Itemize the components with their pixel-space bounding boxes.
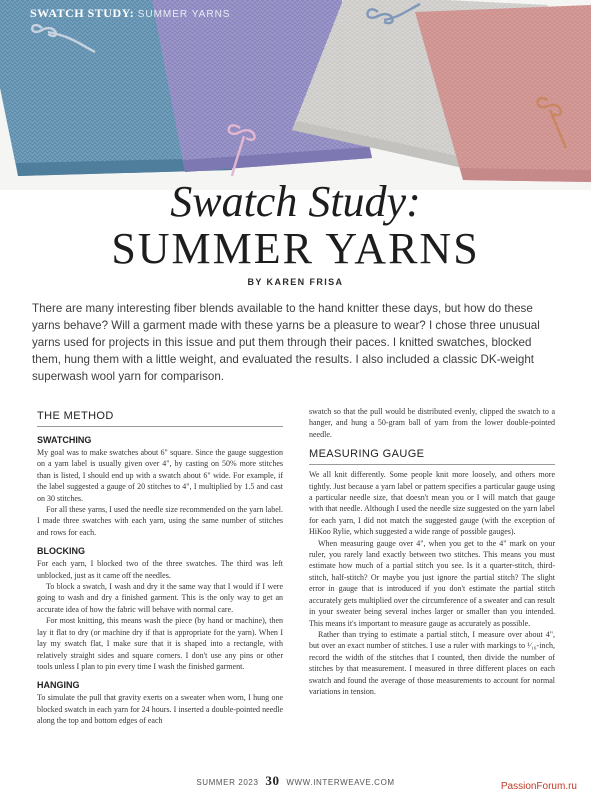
byline: BY KAREN FRISA — [247, 277, 344, 287]
swatch-photo-illustration — [0, 0, 591, 190]
right-column — [309, 406, 555, 697]
blocking-paragraph-3: For most knitting, this means wash the piece (by hand or machine), then lay it flat to dry (or machine dry if that is appropriate for the yarn). When I lay my swatch flat, I make sure that it is shaped into a rectangle, with relatively straight sides and square corners. I don't use any pins or other tools unless I plan to pin every time I wash the finished garment. — [37, 616, 283, 671]
swatching-paragraph-2: For all these yarns, I used the needle size recommended on the yarn label. I made three swatches with each yarn, using the same number of stitches and rows for each. — [37, 505, 283, 537]
gauge-paragraph-1: We all knit differently. Some people knit more loosely, and others more tightly. Just because a yarn label or pattern specifies a particular gauge using a particular needle size, that doesn't mean you or I will match that gauge with that needle. Although I used the needle size suggested on the yarn label for each yarn, I did not match the suggested gauge (with the exception of HiKoo Rylie, which suggested a wide range of possible gauges). — [309, 470, 555, 537]
footer-issue: SUMMER 2023 — [196, 778, 259, 787]
gauge-paragraph-2: When measuring gauge over 4", when you get to the 4" mark on your ruler, you rarely land exactly between two stitches. This means you must estimate how much of a partial stitch you see. Is it a quarter-stitch, third-stitch, half-stitch? Or maybe you just ignore the partial stitch? The slight error in gauge that is introduced if you don't estimate the partial stitch accurately gets multiplied over the circumference of a sweater and can result in your sweater being several inches larger or smaller than you intended. This means it's important to measure gauge as accurately as possible. — [309, 538, 555, 628]
swatching-paragraph-1: My goal was to make swatches about 6" square. Since the gauge suggestion on a yarn label is usually given over 4", by casting on 50% more stitches than is listed, I should end up with a swatch about 6" wide. For example, if the label suggested a gauge of 20 stitches to 4", I multiplied by 1.5 and cast on 30 stitches. — [37, 448, 283, 503]
hanging-paragraph-continued: swatch so that the pull would be distributed evenly, clipped the swatch to a hanger, and hung a 50-gram ball of yarn from the lower double-pointed needle. — [309, 407, 555, 439]
hero-photo — [0, 0, 591, 190]
series-header-light: SUMMER YARNS — [137, 9, 231, 20]
blocking-paragraph-2: To block a swatch, I wash and dry it the same way that I would if I were going to wash and dry a finished garment. This is the only way to get an accurate idea of how the fabric will behave with normal care. — [37, 582, 283, 614]
left-column — [37, 406, 283, 727]
series-header — [30, 6, 230, 21]
method-heading: THE METHOD — [37, 410, 283, 427]
page-number: 30 — [265, 773, 280, 788]
gauge-paragraph-3: Rather than trying to estimate a partial stitch, I measure over about 4", but over an exact number of stitches. I use a ruler with markings to ¹⁄₁₆-inch, record the width of the stitches that I counted, then divide the number of stitches by that measurement. I measured in three different places on each swatch and found the average of those measurements to account for normal variations in tension. — [309, 629, 555, 696]
watermark: PassionForum.ru — [500, 781, 577, 792]
intro-paragraph: There are many interesting fiber blends available to the hand knitter these days, but how do these yarns behave? Will a garment made with these yarns be a pleasure to wear? I chose three unusual yarns used for projects in this issue and put them through their paces. I knitted swatches, blocked them, hung them with a little weight, and evaluated the results. I also included a classic DK-weight superwash wool yarn for comparison. — [32, 302, 540, 383]
title-line-2: SUMMER YARNS — [111, 224, 480, 273]
hanging-paragraph-1: To simulate the pull that gravity exerts on a sweater when worn, I hung one blocked swatch in each yarn for 24 hours. I inserted a double-pointed needle along the top and bottom edges of each — [37, 693, 283, 726]
footer-site: WWW.INTERWEAVE.COM — [286, 778, 395, 787]
hanging-heading: HANGING — [37, 680, 80, 691]
title-line-1: Swatch Study: — [170, 177, 421, 226]
blocking-heading: BLOCKING — [37, 546, 85, 557]
measuring-gauge-heading: MEASURING GAUGE — [309, 448, 555, 465]
swatching-heading: SWATCHING — [37, 435, 92, 445]
blocking-paragraph-1: For each yarn, I blocked two of the three swatches. The third was left unblocked, just as it came off the needles. — [37, 559, 283, 580]
series-header-bold: SWATCH STUDY: — [30, 6, 135, 20]
